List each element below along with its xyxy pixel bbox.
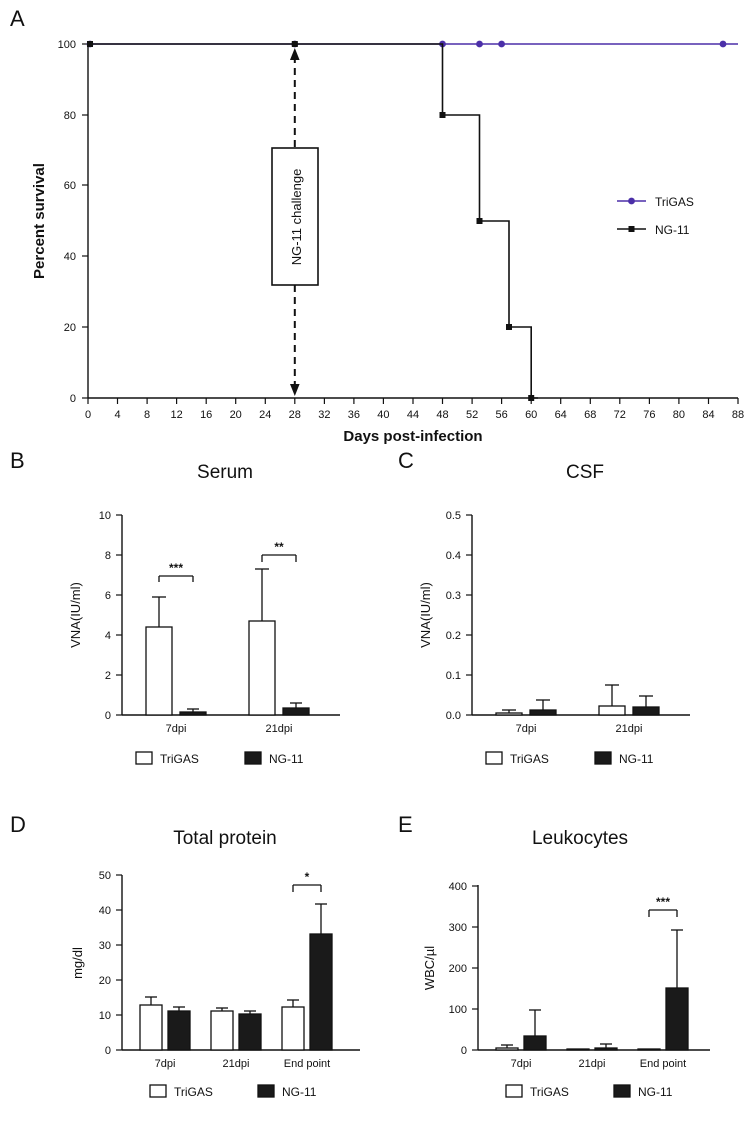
y-ticks (58, 39, 88, 405)
x-category-21dpi: 21dpi (578, 1058, 606, 1070)
x-tick-8: 8 (144, 409, 151, 421)
panel-c-csf-chart (390, 500, 730, 800)
legend-ng11-label: NG-11 (619, 752, 654, 766)
bar-group-7dpi (146, 561, 206, 735)
x-category-7dpi: 7dpi (165, 723, 187, 735)
bar-ng11-7dpi (180, 712, 206, 715)
legend-trigas-label: TriGAS (160, 752, 199, 766)
x-tick-16: 16 (200, 409, 213, 421)
y-tick-03: 0.3 (445, 590, 461, 602)
sig-7dpi: *** (168, 561, 184, 575)
x-tick-64: 64 (554, 409, 567, 421)
panel-a-legend (617, 195, 694, 237)
y-tick-200: 200 (448, 963, 467, 975)
x-ticks (85, 398, 744, 421)
x-category-7dpi: 7dpi (154, 1058, 176, 1070)
legend-trigas-label: TriGAS (530, 1085, 569, 1099)
bar-trigas-21dpi (567, 1049, 589, 1050)
x-category-7dpi: 7dpi (515, 723, 537, 735)
x-tick-88: 88 (731, 409, 745, 421)
x-tick-40: 40 (377, 409, 390, 421)
x-tick-12: 12 (170, 409, 183, 421)
panel-d-legend (150, 1085, 317, 1099)
legend-trigas-label: TriGAS (655, 195, 694, 209)
legend-trigas-label: TriGAS (174, 1085, 213, 1099)
y-tick-0: 0 (460, 1045, 467, 1057)
y-tick-4: 4 (104, 630, 111, 642)
x-axis-label: Days post-infection (343, 428, 483, 445)
legend-swatch-trigas (136, 752, 152, 764)
bar-ng11-7dpi (168, 1011, 190, 1050)
bar-group-7dpi (140, 997, 190, 1070)
y-tick-2: 2 (104, 670, 111, 682)
panel-b-letter: B (10, 448, 25, 473)
y-tick-6: 6 (104, 590, 111, 602)
legend-swatch-ng11 (614, 1085, 630, 1097)
x-tick-48: 48 (436, 409, 449, 421)
legend-trigas-label: TriGAS (510, 752, 549, 766)
y-tick-50: 50 (98, 870, 111, 882)
y-tick-20: 20 (98, 975, 111, 987)
panel-a-letter: A (10, 6, 25, 31)
x-tick-52: 52 (465, 409, 479, 421)
bar-trigas-21dpi (249, 621, 275, 715)
y-ticks (99, 510, 122, 722)
y-tick-00: 0.0 (445, 710, 461, 722)
bar-trigas-7dpi (146, 627, 172, 715)
sig-endpoint: *** (655, 895, 671, 909)
challenge-label: NG-11 challenge (289, 168, 304, 266)
panel-c-title: CSF (566, 462, 604, 483)
y-tick-0: 0 (69, 393, 76, 405)
y-ticks (99, 870, 122, 1057)
x-category-21dpi: 21dpi (222, 1058, 250, 1070)
bar-ng11-7dpi (524, 1036, 546, 1050)
x-category-7dpi: 7dpi (510, 1058, 532, 1070)
y-tick-300: 300 (448, 922, 467, 934)
legend-swatch-trigas (486, 752, 502, 764)
y-axis-label: mg/dl (70, 947, 85, 979)
y-tick-60: 60 (63, 180, 76, 192)
bar-ng11-21dpi (239, 1014, 261, 1050)
x-tick-20: 20 (229, 409, 242, 421)
bar-group-7dpi (496, 1010, 546, 1070)
x-category-21dpi: 21dpi (615, 723, 643, 735)
bar-ng11-21dpi (283, 708, 309, 715)
panel-a-survival-chart (0, 0, 756, 470)
y-tick-10: 10 (98, 510, 111, 522)
y-tick-02: 0.2 (445, 630, 461, 642)
y-tick-20: 20 (63, 322, 76, 334)
x-category-endpoint: End point (639, 1058, 687, 1070)
bar-group-21dpi (211, 1008, 261, 1070)
bar-ng11-7dpi (530, 710, 556, 715)
y-tick-8: 8 (104, 550, 111, 562)
y-tick-80: 80 (63, 110, 76, 122)
x-tick-36: 36 (347, 409, 361, 421)
x-category-21dpi: 21dpi (265, 723, 293, 735)
bar-group-21dpi (599, 685, 659, 735)
x-category-endpoint: End point (283, 1058, 331, 1070)
y-ticks (446, 510, 472, 722)
y-tick-40: 40 (98, 905, 111, 917)
y-tick-400: 400 (448, 881, 467, 893)
y-axis-label: Percent survival (31, 163, 48, 279)
legend-swatch-ng11 (258, 1085, 274, 1097)
legend-swatch-ng11 (595, 752, 611, 764)
y-tick-0: 0 (104, 1045, 111, 1057)
legend-ng11-label: NG-11 (638, 1085, 673, 1099)
bar-trigas-7dpi (496, 1048, 518, 1050)
y-ticks (449, 881, 478, 1057)
bar-ng11-21dpi (595, 1048, 617, 1050)
x-tick-0: 0 (84, 409, 92, 421)
panel-b-legend (136, 752, 304, 766)
legend-ng11-label: NG-11 (282, 1085, 317, 1099)
bar-group-endpoint (282, 870, 332, 1070)
panel-d-letter: D (10, 812, 26, 837)
x-tick-84: 84 (702, 409, 715, 421)
legend-ng11-label: NG-11 (269, 752, 304, 766)
legend-swatch-trigas (506, 1085, 522, 1097)
x-tick-60: 60 (525, 409, 538, 421)
bar-ng11-21dpi (633, 707, 659, 715)
x-tick-24: 24 (259, 409, 272, 421)
bar-group-endpoint (638, 895, 688, 1070)
x-tick-28: 28 (288, 409, 301, 421)
panel-c-legend (486, 752, 654, 766)
panel-e-leukocytes-chart (390, 845, 740, 1135)
y-tick-30: 30 (98, 940, 111, 952)
panel-b-serum-chart (40, 500, 380, 800)
panel-e-letter: E (398, 812, 413, 837)
x-tick-32: 32 (318, 409, 331, 421)
x-tick-76: 76 (643, 409, 656, 421)
panel-d-total-protein-chart (40, 845, 390, 1135)
x-tick-68: 68 (584, 409, 597, 421)
x-tick-80: 80 (672, 409, 686, 421)
y-tick-10: 10 (98, 1010, 111, 1022)
bar-group-7dpi (496, 700, 556, 735)
y-tick-05: 0.5 (445, 510, 461, 522)
y-tick-04: 0.4 (445, 550, 461, 562)
bar-group-21dpi (249, 540, 309, 735)
legend-swatch-ng11 (245, 752, 261, 764)
y-tick-0: 0 (104, 710, 111, 722)
bar-ng11-endpoint (310, 934, 332, 1050)
legend-ng11-label: NG-11 (655, 223, 690, 237)
panel-b-title: Serum (197, 462, 253, 483)
y-axis-label: WBC/µl (422, 945, 437, 991)
bar-trigas-endpoint (282, 1007, 304, 1050)
panel-e-title: Leukocytes (531, 828, 629, 849)
y-tick-01: 0.1 (445, 670, 461, 682)
y-tick-40: 40 (63, 251, 76, 263)
x-tick-4: 4 (114, 409, 121, 421)
sig-21dpi: ** (274, 540, 284, 554)
x-tick-56: 56 (495, 409, 508, 421)
bar-ng11-endpoint (666, 988, 688, 1050)
bar-group-21dpi (567, 1044, 617, 1070)
y-tick-100: 100 (448, 1004, 467, 1016)
y-axis-label: VNA(IU/ml) (418, 582, 433, 648)
sig-endpoint: * (304, 870, 310, 884)
legend-swatch-trigas (150, 1085, 166, 1097)
y-axis-label: VNA(IU/ml) (68, 582, 83, 648)
panel-e-legend (506, 1085, 673, 1099)
bar-trigas-7dpi (140, 1005, 162, 1050)
x-tick-44: 44 (406, 409, 420, 421)
challenge-annotation (272, 48, 318, 396)
bar-trigas-endpoint (638, 1049, 660, 1050)
bar-trigas-21dpi (211, 1011, 233, 1050)
y-tick-100: 100 (57, 39, 76, 51)
panel-c-letter: C (398, 448, 414, 473)
bar-trigas-7dpi (496, 713, 522, 715)
panel-d-title: Total protein (173, 828, 277, 849)
bar-trigas-21dpi (599, 706, 625, 715)
x-tick-72: 72 (613, 409, 626, 421)
